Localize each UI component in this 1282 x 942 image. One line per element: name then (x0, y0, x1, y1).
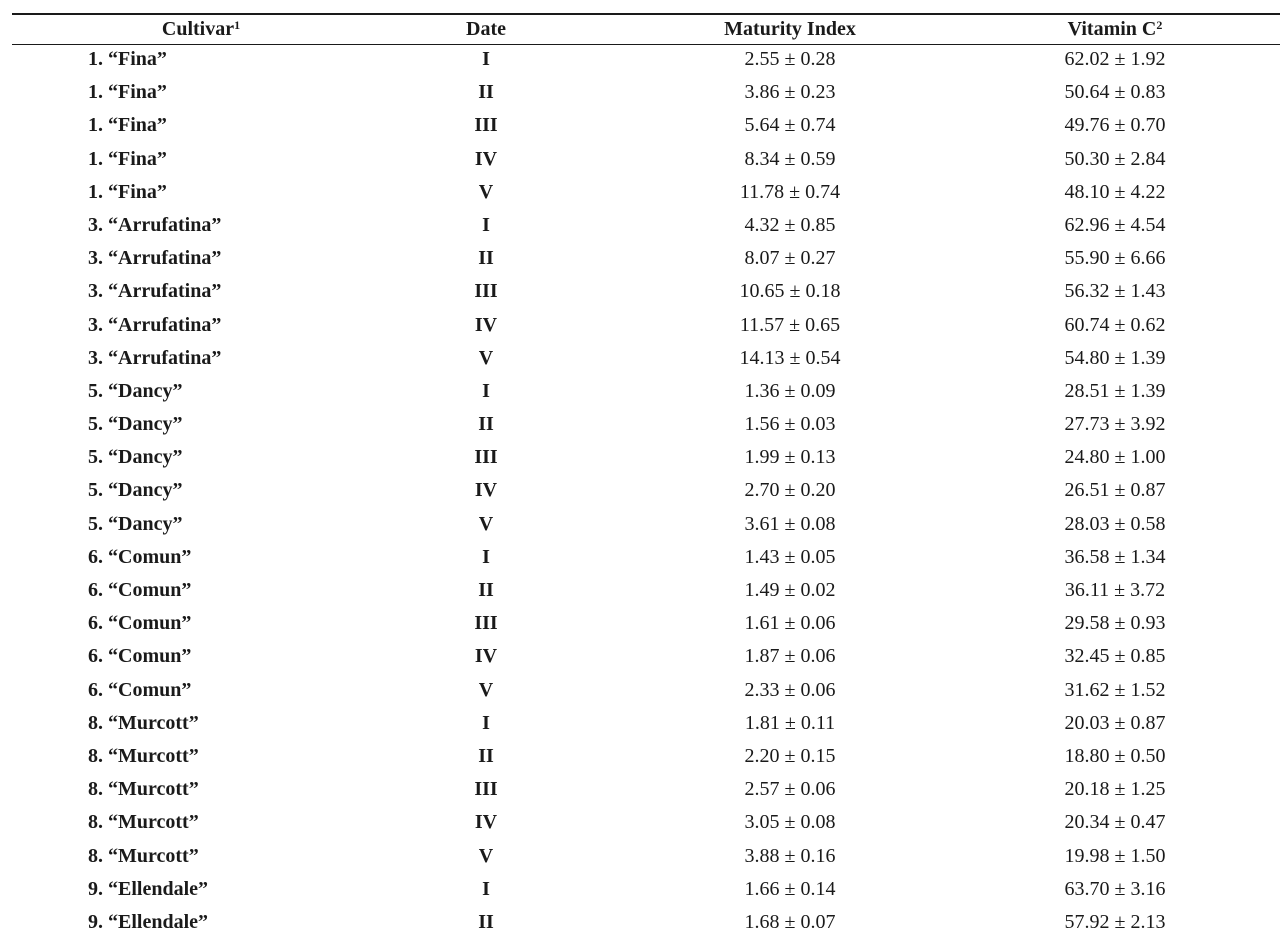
header-vitamin-c-footnote: 2 (1156, 18, 1163, 32)
cell-vitamin-c: 20.18 ± 1.25 (1064, 778, 1166, 801)
cell-date: III (474, 280, 498, 303)
cell-vitamin-c: 56.32 ± 1.43 (1064, 280, 1166, 303)
header-cultivar (162, 19, 240, 39)
table-header-rule (12, 44, 1280, 45)
cell-maturity-index: 1.36 ± 0.09 (744, 379, 836, 402)
cell-vitamin-c: 36.11 ± 3.72 (1064, 579, 1166, 601)
cell-cultivar: 6. “Comun” (88, 645, 192, 668)
cell-vitamin-c: 54.80 ± 1.39 (1064, 346, 1166, 369)
cell-maturity-index: 3.86 ± 0.23 (744, 81, 836, 104)
cell-maturity-index: 4.32 ± 0.85 (744, 213, 836, 236)
cell-date: III (474, 446, 498, 469)
cell-vitamin-c: 29.58 ± 0.93 (1064, 612, 1166, 635)
table-row (12, 643, 1280, 676)
cell-maturity-index: 2.57 ± 0.06 (744, 778, 836, 801)
cell-date: IV (474, 479, 498, 502)
cell-vitamin-c: 18.80 ± 0.50 (1064, 744, 1166, 767)
cell-date: V (478, 346, 494, 369)
cell-cultivar: 8. “Murcott” (88, 744, 199, 767)
cell-maturity-index: 1.66 ± 0.14 (744, 877, 836, 900)
cell-cultivar: 8. “Murcott” (88, 811, 199, 834)
cell-date: II (478, 744, 494, 767)
cell-maturity-index: 1.99 ± 0.13 (744, 446, 836, 469)
cell-maturity-index: 1.43 ± 0.05 (744, 545, 836, 568)
header-vitamin-c-label: Vitamin C (1067, 18, 1157, 40)
cell-vitamin-c: 20.34 ± 0.47 (1064, 811, 1166, 834)
table-row (12, 710, 1280, 743)
cell-date: I (482, 545, 490, 568)
cell-cultivar: 1. “Fina” (88, 48, 167, 70)
cell-cultivar: 5. “Dancy” (88, 479, 183, 502)
cell-date: I (482, 379, 490, 402)
cell-maturity-index: 2.55 ± 0.28 (744, 48, 836, 70)
header-maturity-index (724, 19, 856, 39)
cell-vitamin-c: 27.73 ± 3.92 (1064, 413, 1166, 436)
cell-maturity-index: 5.64 ± 0.74 (744, 114, 836, 137)
cell-maturity-index: 2.70 ± 0.20 (744, 479, 836, 502)
cell-vitamin-c: 62.96 ± 4.54 (1064, 213, 1166, 236)
cell-vitamin-c: 48.10 ± 4.22 (1064, 180, 1166, 203)
cell-cultivar: 5. “Dancy” (88, 413, 183, 436)
cell-date: II (478, 247, 494, 270)
cell-maturity-index: 11.57 ± 0.65 (739, 313, 841, 336)
cell-cultivar: 6. “Comun” (88, 612, 192, 635)
header-cultivar-label: Cultivar (161, 18, 235, 40)
cell-date: I (482, 48, 490, 70)
cell-date: IV (474, 313, 498, 336)
table-row (12, 577, 1280, 610)
cell-date: II (478, 910, 494, 933)
cell-date: II (478, 81, 494, 104)
table-body (12, 46, 1280, 942)
table-row (12, 544, 1280, 577)
cell-cultivar: 6. “Comun” (88, 678, 192, 701)
cell-cultivar: 1. “Fina” (88, 180, 167, 203)
table-row (12, 477, 1280, 510)
table-row (12, 411, 1280, 444)
header-vitamin-c (1068, 19, 1163, 39)
header-maturity-index-label: Maturity Index (724, 18, 856, 40)
cell-maturity-index: 10.65 ± 0.18 (739, 280, 841, 303)
cell-maturity-index: 8.07 ± 0.27 (744, 247, 836, 270)
cell-vitamin-c: 57.92 ± 2.13 (1064, 910, 1166, 933)
cell-maturity-index: 14.13 ± 0.54 (739, 346, 841, 369)
header-cultivar-footnote: 1 (234, 18, 241, 32)
cell-date: V (478, 512, 494, 535)
cell-cultivar: 3. “Arrufatina” (88, 346, 222, 369)
cell-vitamin-c: 55.90 ± 6.66 (1064, 247, 1166, 270)
table-row (12, 677, 1280, 710)
cell-maturity-index: 1.68 ± 0.07 (744, 910, 836, 933)
cell-maturity-index: 2.20 ± 0.15 (744, 744, 836, 767)
cell-vitamin-c: 36.58 ± 1.34 (1064, 545, 1166, 568)
cell-cultivar: 3. “Arrufatina” (88, 247, 222, 270)
table-row (12, 378, 1280, 411)
header-date (466, 19, 506, 39)
cell-vitamin-c: 63.70 ± 3.16 (1064, 877, 1166, 900)
cell-maturity-index: 3.05 ± 0.08 (744, 811, 836, 834)
cell-maturity-index: 1.56 ± 0.03 (744, 413, 836, 436)
cell-vitamin-c: 31.62 ± 1.52 (1064, 678, 1166, 701)
cell-date: II (478, 413, 494, 436)
cell-date: I (482, 213, 490, 236)
table-row (12, 444, 1280, 477)
table-row (12, 146, 1280, 179)
cell-date: III (474, 778, 498, 801)
table-row (12, 179, 1280, 212)
table-row (12, 112, 1280, 145)
cell-cultivar: 6. “Comun” (88, 579, 192, 601)
cell-vitamin-c: 50.30 ± 2.84 (1064, 147, 1166, 170)
cell-maturity-index: 11.78 ± 0.74 (739, 180, 841, 203)
table-row (12, 776, 1280, 809)
cell-date: V (478, 844, 494, 867)
table-row (12, 312, 1280, 345)
table-row (12, 876, 1280, 909)
cell-cultivar: 9. “Ellendale” (88, 910, 209, 933)
cell-cultivar: 9. “Ellendale” (88, 877, 209, 900)
cell-vitamin-c: 50.64 ± 0.83 (1064, 81, 1166, 104)
cell-date: I (482, 877, 490, 900)
cell-vitamin-c: 60.74 ± 0.62 (1064, 313, 1166, 336)
cell-cultivar: 5. “Dancy” (88, 512, 183, 535)
table-row (12, 909, 1280, 942)
cell-date: IV (474, 147, 498, 170)
cell-date: IV (474, 645, 498, 668)
cell-vitamin-c: 20.03 ± 0.87 (1064, 711, 1166, 734)
cell-cultivar: 1. “Fina” (88, 147, 167, 170)
cell-vitamin-c: 19.98 ± 1.50 (1064, 844, 1166, 867)
table-row (12, 79, 1280, 112)
cell-maturity-index: 1.61 ± 0.06 (744, 612, 836, 635)
cell-maturity-index: 2.33 ± 0.06 (744, 678, 836, 701)
cell-cultivar: 8. “Murcott” (88, 844, 199, 867)
table-row (12, 743, 1280, 776)
cell-date: IV (474, 811, 498, 834)
cell-maturity-index: 8.34 ± 0.59 (744, 147, 836, 170)
cell-vitamin-c: 49.76 ± 0.70 (1064, 114, 1166, 137)
cell-date: V (478, 678, 494, 701)
cell-vitamin-c: 32.45 ± 0.85 (1064, 645, 1166, 668)
table-row (12, 511, 1280, 544)
cell-date: I (482, 711, 490, 734)
cell-cultivar: 3. “Arrufatina” (88, 280, 222, 303)
cell-vitamin-c: 24.80 ± 1.00 (1064, 446, 1166, 469)
cell-cultivar: 3. “Arrufatina” (88, 313, 222, 336)
table-row (12, 809, 1280, 842)
cell-cultivar: 1. “Fina” (88, 81, 167, 104)
cell-date: II (478, 579, 494, 601)
cell-maturity-index: 3.61 ± 0.08 (744, 512, 836, 535)
cell-vitamin-c: 26.51 ± 0.87 (1064, 479, 1166, 502)
table-header-row (12, 14, 1280, 44)
table-row (12, 843, 1280, 876)
header-date-label: Date (466, 18, 506, 40)
cell-cultivar: 8. “Murcott” (88, 711, 199, 734)
cell-cultivar: 6. “Comun” (88, 545, 192, 568)
table-row (12, 345, 1280, 378)
cell-cultivar: 8. “Murcott” (88, 778, 199, 801)
cell-date: III (474, 612, 498, 635)
cell-vitamin-c: 28.03 ± 0.58 (1064, 512, 1166, 535)
table-row (12, 245, 1280, 278)
cell-vitamin-c: 28.51 ± 1.39 (1064, 379, 1166, 402)
cell-date: III (474, 114, 498, 137)
cell-cultivar: 5. “Dancy” (88, 379, 183, 402)
table-row (12, 46, 1280, 79)
table-row (12, 212, 1280, 245)
cell-maturity-index: 1.87 ± 0.06 (744, 645, 836, 668)
table-row (12, 278, 1280, 311)
cell-cultivar: 5. “Dancy” (88, 446, 183, 469)
cell-maturity-index: 3.88 ± 0.16 (744, 844, 836, 867)
cell-cultivar: 1. “Fina” (88, 114, 167, 137)
cell-date: V (478, 180, 494, 203)
cell-maturity-index: 1.81 ± 0.11 (744, 711, 836, 734)
cell-vitamin-c: 62.02 ± 1.92 (1064, 48, 1166, 70)
cell-cultivar: 3. “Arrufatina” (88, 213, 222, 236)
cell-maturity-index: 1.49 ± 0.02 (744, 579, 836, 601)
table-row (12, 610, 1280, 643)
